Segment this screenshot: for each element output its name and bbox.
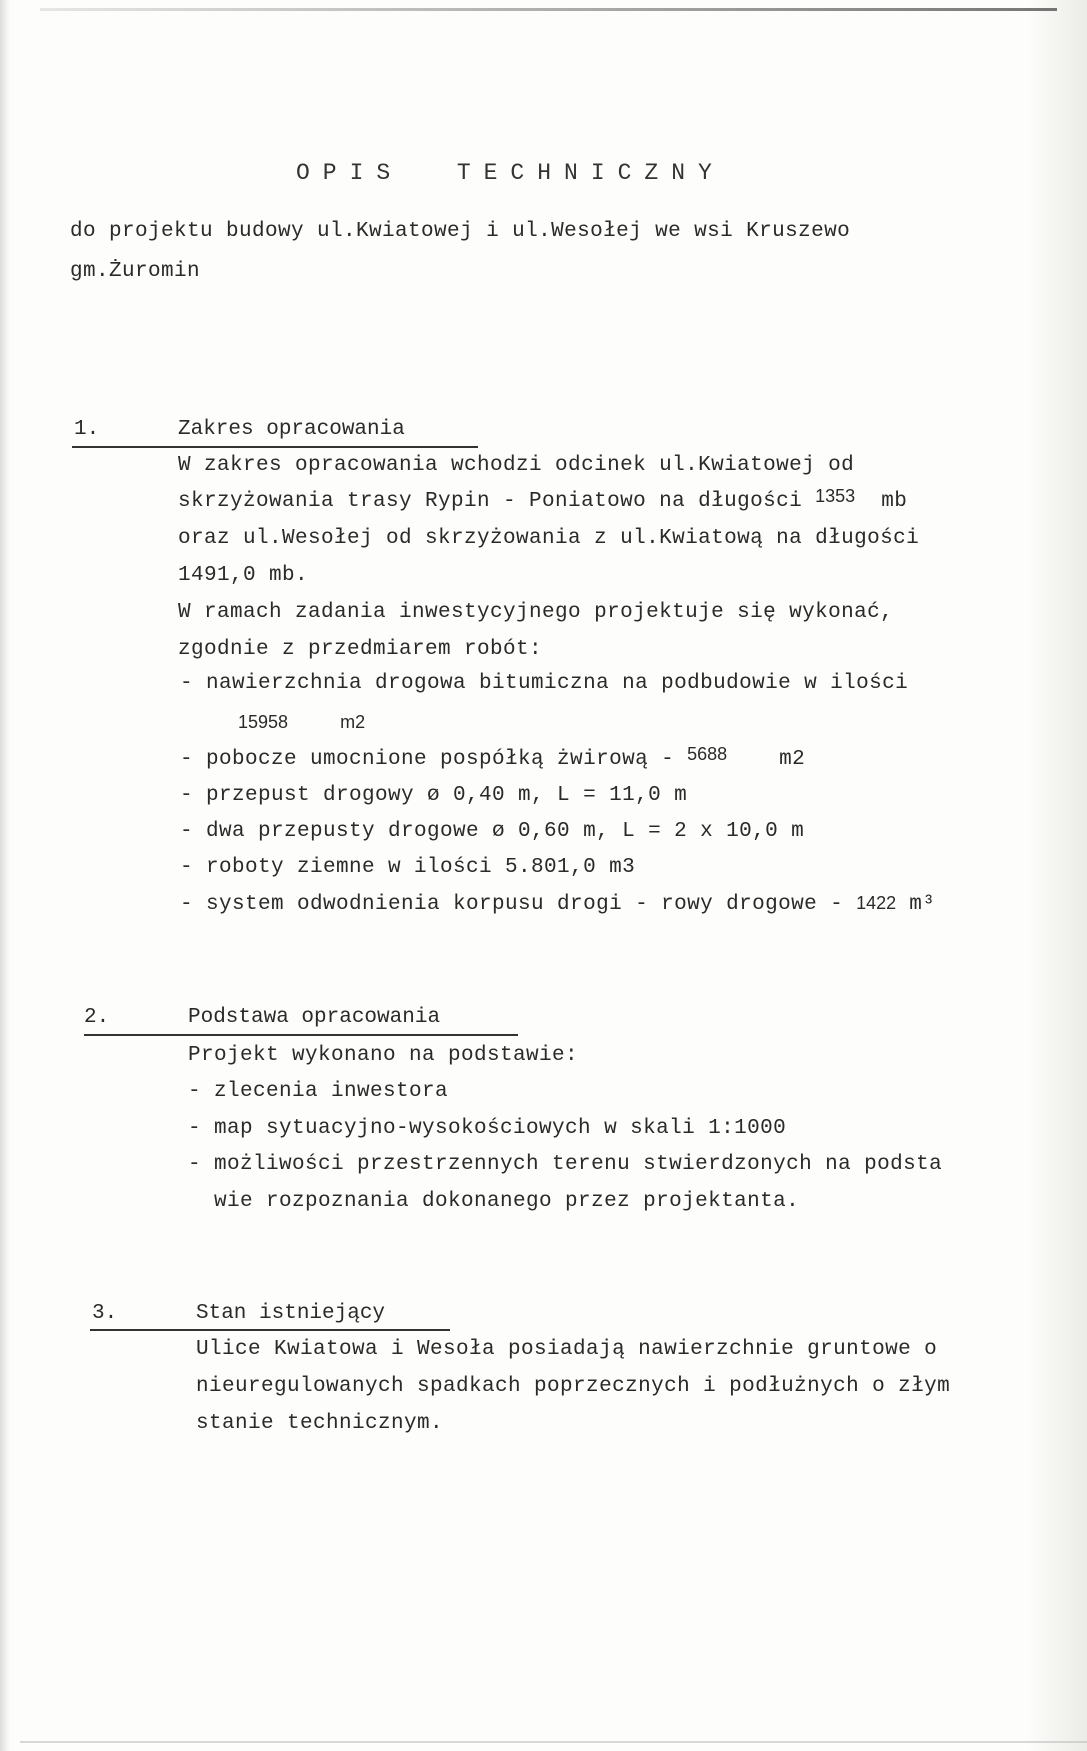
handwritten-value: 5688 xyxy=(687,744,728,764)
handwritten-length: 1353 xyxy=(815,486,856,506)
body-line: W zakres opracowania wchodzi odcinek ul.Kwiatowej od xyxy=(178,454,855,477)
body-line: nieuregulowanych spadkach poprzecznych i podłużnych o złym xyxy=(196,1375,951,1398)
list-item: - możliwości przestrzennych terenu stwierdzonych na podsta xyxy=(188,1153,943,1176)
list-item: wie rozpoznania dokonanego przez projektanta. xyxy=(188,1190,800,1213)
section-number: 2. xyxy=(84,1006,110,1029)
list-item: - zlecenia inwestora xyxy=(188,1080,449,1103)
body-line: 1491,0 mb. xyxy=(178,564,309,587)
section-underline xyxy=(90,1329,450,1331)
section-number: 1. xyxy=(74,418,100,441)
page-right-shadow xyxy=(1027,0,1087,1751)
section-title: Stan istniejący xyxy=(196,1302,386,1325)
section-title: Zakres opracowania xyxy=(178,418,405,441)
list-item: - pobocze umocnione pospółką żwirową - 5688 m2 xyxy=(180,744,806,771)
page-bottom-edge xyxy=(20,1741,1087,1743)
list-item: - przepust drogowy ø 0,40 m, L = 11,0 m xyxy=(180,784,688,807)
body-line: W ramach zadania inwestycyjnego projektuje się wykonać, xyxy=(178,601,894,624)
page-left-edge xyxy=(0,0,10,1751)
list-item: - nawierzchnia drogowa bitumiczna na podbudowie w ilości xyxy=(180,672,909,695)
list-item: - system odwodnienia korpusu drogi - rowy drogowe - 1422 m³ xyxy=(180,893,936,916)
body-line: zgodnie z przedmiarem robót: xyxy=(178,638,543,661)
body-line: Projekt wykonano na podstawie: xyxy=(188,1044,579,1067)
list-item: - dwa przepusty drogowe ø 0,60 m, L = 2 x 10,0 m xyxy=(180,820,805,843)
document-title: OPIS TECHNICZNY xyxy=(296,160,725,186)
list-item: - roboty ziemne w ilości 5.801,0 m3 xyxy=(180,856,636,879)
body-line: Ulice Kwiatowa i Wesoła posiadają nawierzchnie gruntowe o xyxy=(196,1338,938,1361)
list-item-value: 15958 m2 xyxy=(238,712,366,732)
page-top-edge xyxy=(40,8,1057,11)
body-line: oraz ul.Wesołej od skrzyżowania z ul.Kwiatową na długości xyxy=(178,527,920,550)
document-subtitle-line1: do projektu budowy ul.Kwiatowej i ul.Wesołej we wsi Kruszewo xyxy=(70,220,851,243)
body-line: skrzyżowania trasy Rypin - Poniatowo na długości 1353 mb xyxy=(178,486,908,513)
document-subtitle-line2: gm.Żuromin xyxy=(70,260,201,283)
section-underline xyxy=(72,446,478,448)
list-item: - map sytuacyjno-wysokościowych w skali 1:1000 xyxy=(188,1117,787,1140)
body-line: stanie technicznym. xyxy=(196,1412,444,1435)
section-number: 3. xyxy=(92,1302,118,1325)
handwritten-value: 1422 xyxy=(856,893,897,913)
section-underline xyxy=(84,1034,518,1036)
section-title: Podstawa opracowania xyxy=(188,1006,441,1029)
